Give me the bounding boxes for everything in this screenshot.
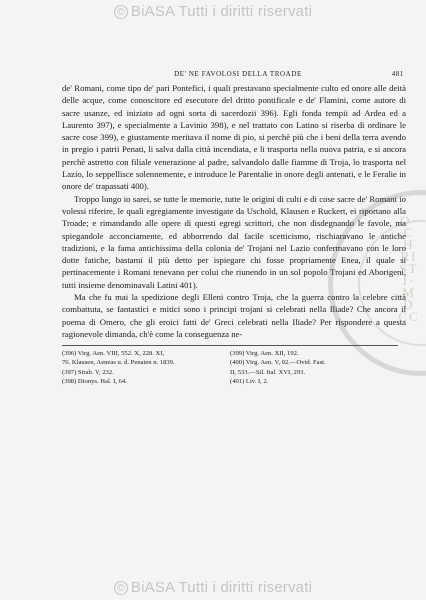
footnote: (396) Virg. Aen. VIII, 552. X, 228. XI, [62, 350, 165, 358]
page-number: 481 [391, 70, 404, 78]
paragraph: Troppo lungo io sarei, se tutte le memorie, tutte le origini di culti e di cose sacre de' Romani io volessi riferire, le quali egregiamente investigate da Uschold, Klausen e Ruckert, ei riportano alla Troade; e rimandando alle opere di questi egregi scrittori, che non disdegnando le favole, ma spiegandole acconciamente, ed abborrendo dal facile scetticismo, rischiaravano le antiche tradizioni, e la fama antichissima della colonia de' Trojani nel Lazio confermavano con le loro dotte fatiche, bastami il più detto per ispiegare chi fosse propriamente Enea, il quale si pertinacemente i Romani tenevano per colui che riunendo in un sol popolo Trojani ed Aborigeni, tutti insieme denominavali Latini 401). [62, 193, 406, 290]
footnote: (400) Virg. Aen. V, 92.—Ovid. Fast. [230, 359, 326, 367]
paragraph: Ma che fu mai la spedizione degli Elleni contro Troja, che la guerra contro la celebre città combattuta, se fantastici e mitici sono i principi trojani si celebrati nella Iliade? Che ancora il poema di Omero, che gli eroici fatti de' Greci celebrati nella Iliade? Per rispondere a questa ragionevole dimanda, ch'è come la conseguenza ne- [62, 292, 406, 339]
book-page [62, 70, 414, 386]
paragraph: de' Romani, come tipo de' pari Pontefici, i quali prestavano specialmente culto ed onore alle deità delle acque, come conoscitore ed esecutore del dritto pontificale e de' Flamini, come autore di sacre usanze, ed iniziato ad ogni sorta di sacerdozii 396). Egli fonda tempii ad Ardea ed a Laurento 397), e specialmente a Lavinio 398), e nel trattato con Latino si riserba di ordinare le sacre cose 399), e giustamente meritava il nome di pio, si perchè più che i beni della terra avendo in pregio i patrii Penati, li salva dalla città incendiata, e li trasporta nella nuova patria, e si ancora perchè astretto con filiale venerazione al padre, salvandolo dalle fiamme di Troja, lo trasporta nel Lazio, lo seppellisce solennemente, e introduce le Parentalie in onore degli antenati, e le Feralie in onore de' trapassati 400). [62, 83, 406, 192]
watermark-bottom-text: BiASA Tutti i diritti riservati [130, 579, 313, 596]
running-head-title: DE' NE FAVOLOSI DELLA TROADE [174, 70, 302, 78]
footnote: II, 533.—Sil. Ital. XVI, 293. [230, 368, 306, 376]
seal-text: O·CHRISTI·MDCC [398, 213, 420, 324]
running-head [62, 70, 414, 82]
watermark-top-text: BiASA Tutti i diritti riservati [130, 3, 313, 20]
watermark-top [0, 3, 426, 20]
footnote: 76. Klausen, Aeneas u. d. Penaten n. 1839. [62, 359, 175, 367]
footnotes [62, 345, 398, 386]
footnotes-right-column [230, 349, 398, 386]
copyright-icon: © [114, 581, 128, 595]
footnote: (399) Virg. Aen. XII, 192. [230, 350, 299, 358]
footnote: (401) Liv. I, 2. [230, 377, 269, 385]
footnotes-left-column [62, 349, 230, 386]
watermark-bottom [0, 579, 426, 596]
body-text [62, 82, 414, 340]
copyright-icon: © [114, 5, 128, 19]
footnote: (397) Strab. V, 232. [62, 368, 114, 376]
footnote: (398) Dionys. Hal. I, 64. [62, 377, 127, 385]
